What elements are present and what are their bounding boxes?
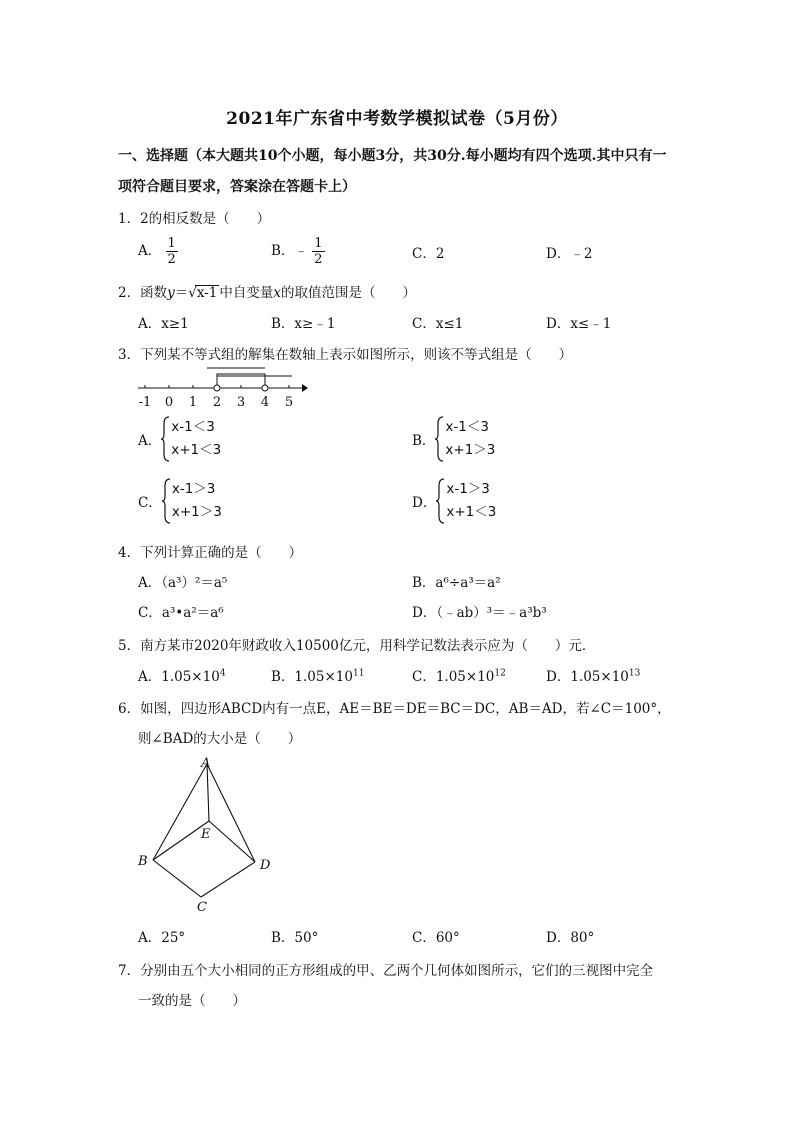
vertex-label-c: C (197, 900, 207, 915)
inequality-1: x-1＞3 (171, 481, 216, 497)
stem-prefix: 2．函数 (118, 285, 168, 301)
radicand: x-1 (196, 285, 218, 301)
question-1-option-a (138, 236, 178, 267)
option-b-label: B．﹣ (271, 243, 308, 259)
question-5-option-d (546, 665, 640, 685)
question-1-option-b (271, 236, 325, 267)
section-header-line2: 项符合题目要求，答案涂在答题卡上） (118, 179, 356, 195)
question-3-stem: 3．下列某不等式组的解集在数轴上表示如图所示，则该不等式组是（ ） (118, 347, 573, 363)
denominator: 2 (314, 252, 323, 267)
tick-label: 0 (164, 395, 174, 410)
question-6-stem-line2: 则∠BAD的大小是（ ） (138, 731, 302, 747)
inequality-1: x-1＞3 (446, 481, 490, 497)
question-7-stem-line2: 一致的是（ ） (138, 993, 246, 1009)
option-a-label: A． (138, 243, 162, 259)
question-4-option-c: C．a³•a²＝a⁶ (138, 605, 224, 621)
question-4-stem: 4．下列计算正确的是（ ） (118, 545, 303, 561)
equals: ＝ (174, 285, 189, 301)
open-point-4 (262, 385, 268, 391)
number-line-figure (132, 362, 312, 410)
question-2-option-b: B．x≥﹣1 (271, 316, 336, 332)
question-1-option-c: C．2 (412, 246, 445, 262)
option-c-label: C． (138, 495, 162, 511)
exponent: 11 (352, 668, 365, 679)
left-brace-icon (435, 416, 445, 462)
base: A．1.05×10 (138, 669, 220, 685)
tick-label: -1 (138, 395, 152, 410)
exponent: 12 (494, 668, 506, 679)
vertex-label-e: E (201, 827, 211, 842)
segment-de (209, 821, 255, 862)
fraction (312, 236, 324, 267)
question-3-option-c (138, 478, 222, 524)
question-5-option-b (271, 665, 364, 685)
inequality-2: x+1＞3 (445, 442, 496, 458)
question-3-option-d (412, 478, 496, 524)
tick-label: 2 (212, 395, 222, 410)
option-a-label: A． (138, 433, 162, 449)
base: B．1.05×10 (271, 669, 353, 685)
question-5-option-a (138, 665, 226, 685)
left-brace-icon (436, 478, 446, 524)
inequality-2: x+1＜3 (446, 504, 497, 520)
base: C．1.05×10 (412, 669, 495, 685)
vertex-label-b: B (138, 854, 148, 869)
question-6-option-d: D．80° (546, 930, 595, 946)
stem-middle: 中自变量 (219, 285, 274, 301)
sqrt-sign: √ (188, 285, 197, 301)
vertex-label-d: D (260, 858, 271, 873)
segment-ad (207, 764, 255, 862)
question-3-option-a (138, 416, 221, 462)
segment-ab (153, 764, 207, 860)
question-3-option-b (412, 416, 495, 462)
question-7-stem-line1: 7．分别由五个大小相同的正方形组成的甲、乙两个几何体如图所示，它们的三视图中完全 (118, 963, 654, 979)
numerator: 1 (314, 236, 323, 251)
question-6-option-a: A．25° (138, 930, 186, 946)
question-2-option-a: A．x≥1 (138, 316, 189, 332)
option-d-label: D． (412, 495, 437, 511)
question-1-stem: 1．2的相反数是（ ） (118, 211, 271, 227)
inequality-1: x-1＜3 (171, 419, 215, 435)
exponent: 4 (219, 668, 226, 679)
section-header-line1: 一、选择题（本大题共10个小题，每小题3分，共30分.每小题均有四个选项.其中只有一 (118, 148, 667, 164)
segment-bc (153, 860, 201, 897)
question-6-option-c: C．60° (412, 930, 460, 946)
tick-label: 3 (236, 395, 246, 410)
inequality-1: x-1＜3 (445, 419, 489, 435)
tick-label: 1 (188, 395, 198, 410)
vertex-label-a: A (201, 756, 211, 771)
question-5-option-c (412, 665, 506, 685)
question-4-option-d: D．（﹣ab）³＝﹣a³b³ (412, 605, 547, 621)
tick-label: 4 (260, 395, 270, 410)
segment-cd (201, 862, 255, 897)
var-x: x (273, 285, 281, 301)
question-6-option-b: B．50° (271, 930, 319, 946)
denominator: 2 (167, 252, 176, 267)
stem-end: 的取值范围是（ ） (281, 285, 416, 301)
number-line-arrow (302, 384, 308, 392)
segment-ae (207, 764, 209, 821)
question-2-option-c: C．x≤1 (412, 316, 464, 332)
exponent: 13 (628, 668, 641, 679)
quadrilateral-figure (130, 752, 280, 917)
question-2-option-d: D．x≤﹣1 (546, 316, 612, 332)
numerator: 1 (167, 236, 176, 251)
left-brace-icon (161, 416, 171, 462)
left-brace-icon (162, 478, 172, 524)
inequality-2: x+1＞3 (171, 504, 222, 520)
tick-label: 5 (284, 395, 294, 410)
base: D．1.05×10 (546, 669, 629, 685)
question-1-option-d: D．﹣2 (546, 246, 593, 262)
option-b-label: B． (412, 433, 436, 449)
question-5-stem: 5．南方某市2020年财政收入10500亿元，用科学记数法表示应为（ ）元． (118, 638, 596, 654)
page-title: 2021年广东省中考数学模拟试卷（5月份） (226, 109, 568, 129)
inequality-2: x+1＜3 (171, 442, 222, 458)
question-6-stem-line1: 6．如图，四边形ABCD内有一点E，AE＝BE＝DE＝BC＝DC，AB＝AD，若∠C＝100°， (118, 701, 671, 717)
question-2-stem (118, 281, 416, 301)
open-point-2 (214, 385, 220, 391)
question-4-option-b: B．a⁶÷a³＝a² (412, 575, 501, 591)
question-4-option-a: A．（a³）²＝a⁵ (138, 575, 228, 591)
var-y: y (167, 285, 175, 301)
fraction (166, 236, 178, 267)
